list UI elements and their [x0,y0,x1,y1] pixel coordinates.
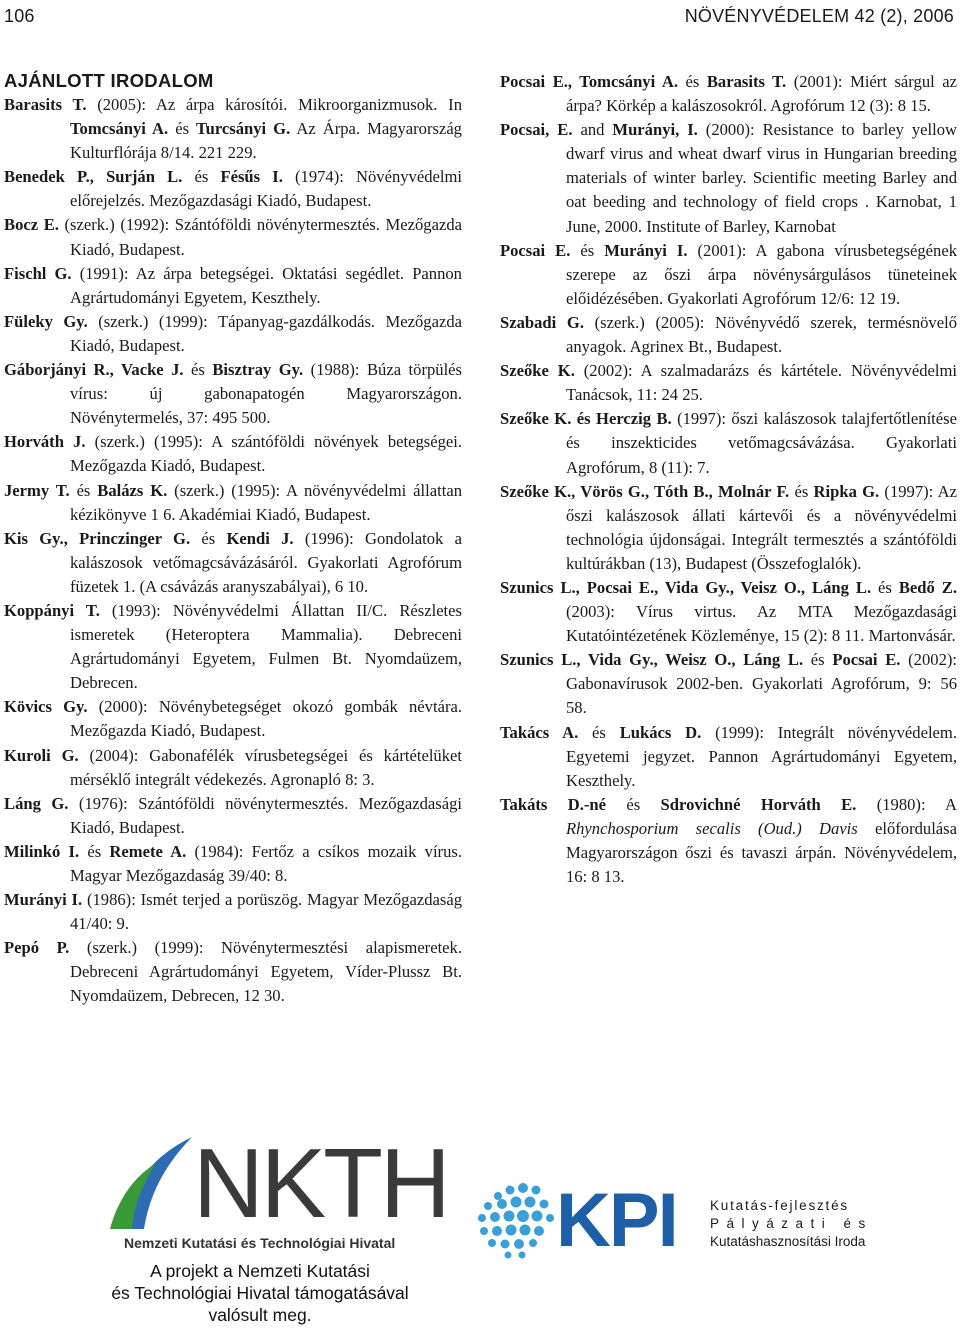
running-head [4,4,954,28]
reference-list-right [500,70,957,889]
reference-author: Szeőke K. [500,361,575,381]
reference-author: Pocsai, E. [500,120,573,140]
reference-text: és [168,119,197,139]
reference-text: (2005): Az árpa károsítói. Mikroorganizmusok. In [86,95,462,114]
reference-entry [500,648,957,720]
reference-author: Jermy T. [4,480,70,500]
kpi-tagline-line: Kutatás-fejlesztés [710,1198,849,1213]
reference-entry [4,165,462,213]
reference-author: Szeőke K. és Herczig B. [500,409,672,429]
reference-text: előfordulása Magyarországon őszi és tavaszi árpán. Növényvédelem, 16: 8 13. [566,818,957,887]
reference-text: (2001): Miért sárgul az árpa? Körkép a kalászosokról. Agrofórum 12 (3): 8 15. [566,72,957,116]
reference-text: (1996): Gondolatok a kalászosok vetőmagcsávázásáról. Gyakorlati Agrofórum füzetek 1. (A csávázás aranyszabályai), 6 10. [70,528,462,596]
reference-text: és [190,528,227,548]
reference-author: Milinkó I. [4,841,80,861]
reference-author: Takács A. [500,722,579,742]
reference-author: Barasits T. [4,95,87,114]
funding-note-line: valósult meg. [208,1305,312,1325]
reference-text: és [789,481,814,501]
reference-text: (2000): Resistance to barley yellow dwarf virus and wheat dwarf virus in Hungarian breeding materials of winter barley. Scientific meeting Barley and oat beeding and technology of field crops . Karnobat, 1 June, 2000. Institute of Barley, Karnobat [566,120,957,236]
reference-author: Szunics L., Pocsai E., Vida Gy., Veisz O., Láng L. [500,577,872,597]
reference-author: Gáborjányi R., Vacke J. [4,360,184,380]
reference-author: Bisztray Gy. [212,360,304,380]
reference-text: és [803,650,833,670]
reference-text: (1988): Búza törpülés vírus: új gabonapatogén Magyarországon. Növénytermelés, 37: 495 500. [70,360,463,428]
reference-text: és [578,722,620,742]
reference-author: Horváth J. [4,432,86,452]
reference-entry [4,93,462,165]
reference-entry [500,239,957,311]
reference-entry [4,213,462,261]
reference-entry [500,311,957,359]
reference-text: and [572,120,613,140]
reference-author: Barasits T. [706,72,787,91]
kpi-logo [472,1176,702,1260]
reference-entry [4,695,462,743]
reference-author: Pepó P. [4,938,70,958]
reference-entry [4,599,462,695]
reference-author: Takáts D.-né [500,794,606,814]
reference-author: Bedő Z. [898,577,957,597]
reference-author: Bocz E. [4,215,59,235]
reference-entry [500,721,957,793]
kpi-tagline-line: Kutatáshasznosítási Iroda [710,1234,866,1249]
reference-entry [4,744,462,792]
reference-text: (1984): Fertőz a csíkos mozaik vírus. Magyar Mezőgazdaság 39/40: 8. [70,841,462,885]
reference-author: Fésűs I. [220,167,283,187]
reference-entry [4,262,462,310]
reference-author: Szeőke K., Vörös G., Tóth B., Molnár F. [500,481,790,501]
reference-text: (2004): Gabonafélék vírusbetegségei és kártételüket mérséklő integrált védekezés. Agronapló 8: 3. [70,745,462,789]
reference-text: (2001): A gabona vírusbetegségének szerepe az őszi árpa növénysárgulásos tüneteinek előidézésében. Gyakorlati Agrofórum 12/6: 12 19. [566,240,957,308]
reference-author: Láng G. [4,793,69,813]
reference-author: Lukács D. [619,722,702,742]
reference-text: és [69,480,98,500]
reference-entry [500,407,957,479]
reference-text: (2002): Gabonavírusok 2002-ben. Gyakorlati Agrofórum, 9: 56 58. [566,650,957,718]
reference-text: (1980): A [856,794,957,814]
reference-text: (szerk.) (1995): A növényvédelmi állattan kézikönyve 1 6. Akadémiai Kiadó, Budapest. [70,480,462,524]
reference-author: Turcsányi G. [196,119,291,139]
kpi-globe-icon [472,1176,702,1260]
reference-entry [4,479,462,527]
reference-entry [4,310,462,358]
reference-entry [4,430,462,478]
reference-text: (szerk.) (1999): Növénytermesztési alapismeretek. Debreceni Agrártudományi Egyetem, Víder-Plussz Bt. Nyomdaüzem, Debrecen, 12 30. [69,938,462,1006]
reference-text: (1974): Növényvédelmi előrejelzés. Mezőgazdasági Kiadó, Budapest. [70,167,463,211]
nkth-letters: NKTH [193,1128,448,1238]
reference-author: Kendi J. [226,528,294,548]
reference-entry [4,936,462,1008]
funding-note [90,1260,430,1326]
reference-author: Szunics L., Vida Gy., Weisz O., Láng L. [500,650,804,670]
reference-author: Tomcsányi A. [70,119,169,139]
reference-text: (2003): Vírus virtus. Az MTA Mezőgazdasági Kutatóintézetének Közleménye, 15 (2): 8 11. Martonvásár. [566,602,957,646]
reference-text: (szerk.) (2005): Növényvédő szerek, termésnövelő anyagok. Agrinex Bt., Budapest. [566,312,957,357]
reference-entry [500,576,957,648]
reference-entry [4,358,462,430]
reference-entry [4,792,462,840]
page-number: 106 [4,5,35,26]
reference-author: Murányi I. [4,890,83,910]
reference-text: (szerk.) (1992): Szántóföldi növénytermesztés. Mezőgazda Kiadó, Budapest. [58,215,462,259]
funding-note-line: és Technológiai Hivatal támogatásával [111,1283,409,1303]
kpi-tagline-line: Pályázati és [710,1216,873,1231]
reference-author: Füleky Gy. [4,311,88,331]
reference-text: (1999): Integrált növényvédelem. Egyetemi jegyzet. Pannon Agrártudományi Egyetem, Keszthely. [566,722,957,790]
reference-text: (1976): Szántóföldi növénytermesztés. Mezőgazdasági Kiadó, Budapest. [68,793,462,837]
reference-text: (szerk.) (1995): A szántóföldi növények betegségei. Mezőgazda Kiadó, Budapest. [70,432,462,476]
section-heading: AJÁNLOTT IRODALOM [4,70,214,91]
reference-entry [4,527,462,599]
reference-author: Kövics Gy. [4,697,88,717]
reference-taxon: Rhynchosporium secalis (Oud.) Davis [566,818,858,838]
reference-entry [500,118,957,238]
reference-entry [500,480,957,576]
reference-text: (szerk.) (1999): Tápanyag-gazdálkodás. Mezőgazda Kiadó, Budapest. [70,311,462,355]
reference-author: Szabadi G. [500,312,584,332]
reference-entry [4,888,462,936]
funding-note-line: A projekt a Nemzeti Kutatási [150,1261,370,1281]
reference-text: (1997): őszi kalászosok talajfertőtlenítése és inszekticides vetőmagcsávázása. Gyakorlati Agrofórum, 8 (11): 7. [566,409,957,477]
reference-text: és [79,841,110,861]
reference-author: Ripka G. [813,481,880,501]
nkth-logo [110,1128,448,1251]
reference-author: Pocsai E. [500,240,571,260]
svg-text:KPI: KPI [556,1178,677,1260]
reference-entry [500,359,957,407]
reference-text: és [677,72,707,91]
reference-text: (1991): Az árpa betegségei. Oktatási segédlet. Pannon Agrártudományi Egyetem, Keszthely. [70,263,462,307]
reference-author: Murányi I. [604,240,688,260]
reference-text: és [183,360,213,380]
reference-text: (2000): Növénybetegséget okozó gombák névtára. Mezőgazda Kiadó, Budapest. [70,697,462,741]
reference-author: Kis Gy., Princzinger G. [4,528,191,548]
reference-text: (2002): A szalmadarázs és kártétele. Növényvédelmi Tanácsok, 11: 24 25. [566,361,957,405]
reference-author: Pocsai E., Tomcsányi A. [500,72,678,91]
reference-text: (1986): Ismét terjed a porüszög. Magyar Mezőgazdaság 41/40: 9. [70,890,462,934]
reference-author: Fischl G. [4,263,72,283]
reference-list-left [4,93,462,1009]
journal-citation: NÖVÉNYVÉDELEM 42 (2), 2006 [684,5,954,26]
reference-text: és [605,794,661,814]
nkth-emblem-icon [110,1133,200,1233]
reference-author: Remete A. [109,841,187,861]
reference-entry [500,793,957,889]
nkth-full-name: Nemzeti Kutatási és Technológiai Hivatal [124,1235,396,1251]
reference-text: Az Árpa. Magyarország Kulturflórája 8/14. 221 229. [70,119,462,163]
reference-entry [500,70,957,118]
reference-author: Murányi, I. [612,120,698,140]
reference-author: Benedek P., Surján L. [4,167,183,187]
reference-text: és [871,577,899,597]
reference-author: Kuroli G. [4,745,79,765]
reference-text: (1993): Növényvédelmi Állattan II/C. Részletes ismeretek (Heteroptera Mammalia). Debreceni Agrártudományi Egyetem, Fulmen Bt. Nyomdaüzem, Debrecen. [70,600,462,693]
reference-author: Koppányi T. [4,600,100,620]
reference-text: és [570,240,605,260]
reference-author: Pocsai E. [832,650,901,670]
reference-text: és [182,167,221,187]
reference-author: Balázs K. [97,480,168,500]
reference-text: (1997): Az őszi kalászosok állati kártevői és a növényvédelmi technológia újdonságai. Integrált termesztés a szántóföldi kultúrákban (13), Budapest (Összefoglalók). [566,481,957,573]
reference-entry [4,840,462,888]
reference-author: Sdrovichné Horváth E. [660,794,857,814]
kpi-tagline [710,1197,880,1251]
